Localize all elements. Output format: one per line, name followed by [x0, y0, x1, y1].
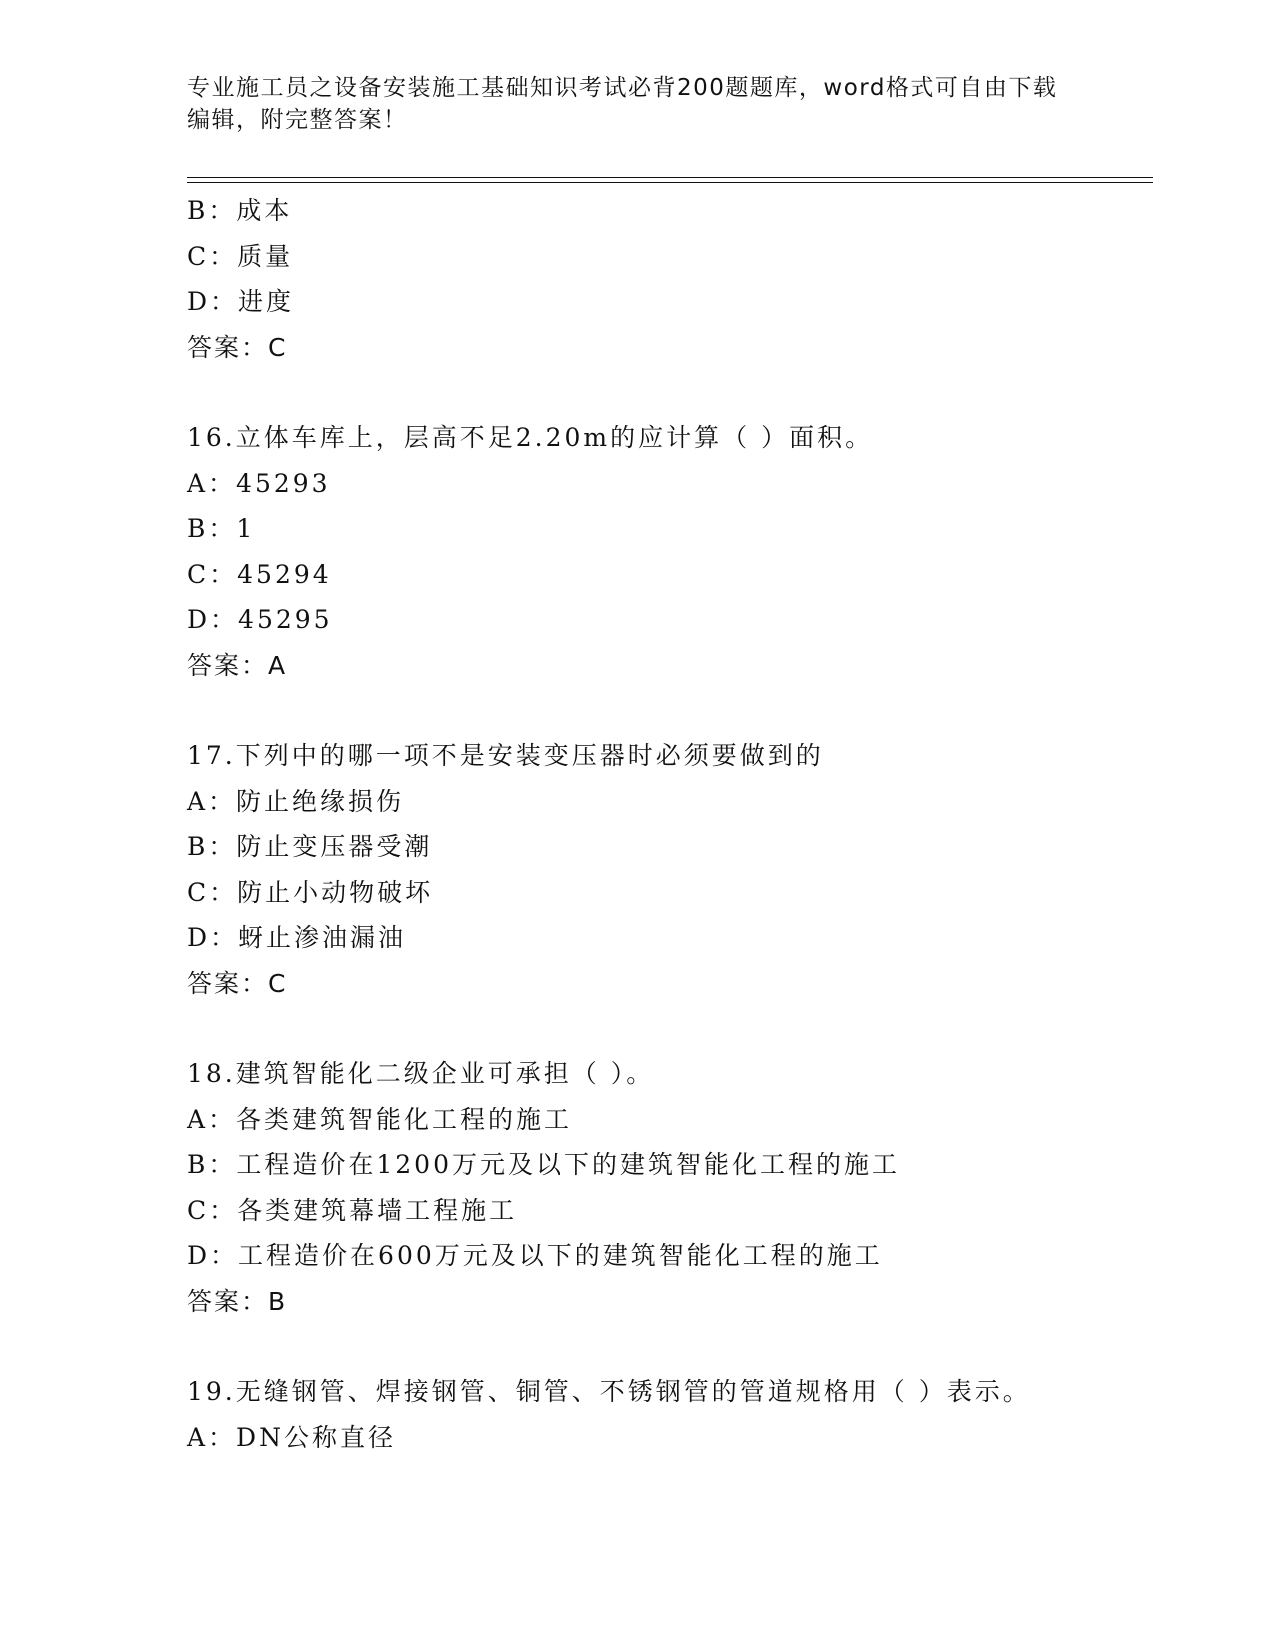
answer: 答案：A: [187, 650, 288, 680]
option-d: D：进度: [187, 287, 295, 316]
question-18: [187, 1051, 1167, 1324]
answer: 答案：B: [187, 1286, 288, 1316]
answer: 答案：C: [187, 332, 288, 362]
question-list: [187, 188, 1167, 1460]
option-c: C：防止小动物破坏: [187, 877, 434, 907]
option-c: C：各类建筑幕墙工程施工: [187, 1195, 518, 1225]
option-c: C：45294: [187, 559, 332, 589]
option-b: B：工程造价在1200万元及以下的建筑智能化工程的施工: [187, 1150, 900, 1179]
option-c: C：质量: [187, 241, 294, 271]
option-b: B：1: [187, 514, 256, 543]
spacer: [187, 688, 1167, 733]
question-17: [187, 733, 1167, 1006]
option-b: B：成本: [187, 196, 293, 225]
option-d: D：蚜止渗油漏油: [187, 923, 407, 952]
option-a: A：防止绝缘损伤: [187, 786, 405, 816]
question-text: 19.无缝钢管、焊接钢管、铜管、不锈钢管的管道规格用（ ）表示。: [187, 1377, 1031, 1406]
option-d: D：45295: [187, 605, 333, 634]
spacer: [187, 1324, 1167, 1369]
option-b: B：防止变压器受潮: [187, 832, 433, 861]
question-text: 18.建筑智能化二级企业可承担（ ）。: [187, 1059, 655, 1088]
header-line-1: 专业施工员之设备安装施工基础知识考试必背200题题库，word格式可自由下载: [187, 75, 1058, 101]
question-15: [187, 188, 1167, 370]
answer: 答案：C: [187, 968, 288, 998]
option-a: A：45293: [187, 468, 331, 498]
option-a: A：DN公称直径: [187, 1422, 396, 1452]
document-header: [187, 72, 1087, 136]
question-16: [187, 415, 1167, 688]
header-line-2: 编辑，附完整答案！: [187, 107, 408, 133]
question-text: 16.立体车库上，层高不足2.20m的应计算（ ）面积。: [187, 423, 874, 452]
question-text: 17.下列中的哪一项不是安装变压器时必须要做到的: [187, 741, 824, 770]
option-d: D：工程造价在600万元及以下的建筑智能化工程的施工: [187, 1241, 883, 1270]
question-19: [187, 1369, 1167, 1460]
option-a: A：各类建筑智能化工程的施工: [187, 1104, 573, 1134]
spacer: [187, 370, 1167, 415]
spacer: [187, 1006, 1167, 1051]
header-rule-top: [187, 177, 1153, 178]
header-rule-bottom: [187, 182, 1153, 183]
